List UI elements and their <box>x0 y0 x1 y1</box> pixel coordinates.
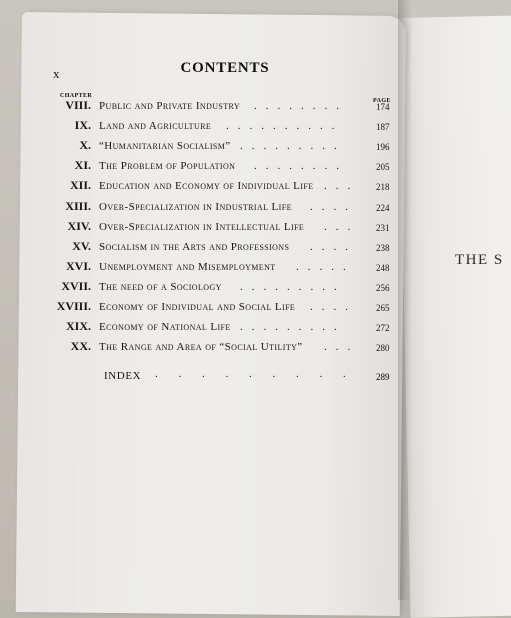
chapter-number: IX. <box>74 118 91 133</box>
chapter-column-header: CHAPTER <box>60 93 93 99</box>
chapter-page: 218 <box>376 182 390 193</box>
toc-row <box>0 279 400 299</box>
toc-row <box>0 219 400 239</box>
chapter-title: Over-Specialization in Industrial Life <box>99 200 292 213</box>
leader-dots: .... <box>310 200 357 213</box>
toc-row <box>0 339 400 359</box>
chapter-page: 265 <box>376 303 390 313</box>
leader-dots: .... <box>310 240 357 253</box>
chapter-title: The Problem of Population <box>99 160 236 173</box>
right-page <box>398 15 511 618</box>
chapter-title: Unemployment and Misemployment <box>99 260 276 273</box>
leader-dots: ........ <box>254 160 348 173</box>
leader-dots: .... <box>310 301 357 313</box>
leader-dots: .......... <box>226 120 344 133</box>
chapter-page: 196 <box>376 142 390 153</box>
chapter-page: 205 <box>376 162 390 173</box>
right-page-heading: THE S <box>455 252 504 268</box>
chapter-title: Public and Private Industry <box>99 100 241 112</box>
chapter-page: 187 <box>376 122 390 133</box>
chapter-page: 272 <box>376 323 390 334</box>
chapter-title: The Range and Area of “Social Utility” <box>99 341 303 354</box>
toc-row <box>0 239 400 259</box>
index-leader-dots: . . . . . . . . . <box>155 368 355 380</box>
index-entry-title: INDEX <box>104 370 142 382</box>
toc-row <box>0 158 400 178</box>
chapter-number: XVII. <box>61 278 91 293</box>
chapter-title: Land and Agriculture <box>99 120 212 133</box>
page-column-header: PAGE <box>373 98 391 104</box>
chapter-title: Socialism in the Arts and Professions <box>99 240 290 253</box>
leader-dots: ......... <box>240 280 346 293</box>
chapter-page: 280 <box>376 343 390 354</box>
chapter-page: 224 <box>376 202 390 213</box>
chapter-title: Over-Specialization in Intellectual Life <box>99 220 305 233</box>
chapter-page: 174 <box>376 102 390 112</box>
leader-dots: ... <box>324 341 360 354</box>
index-entry-page: 289 <box>376 372 390 382</box>
chapter-title: The need of a Sociology <box>99 280 222 293</box>
spine-shadow <box>398 0 412 600</box>
toc-row <box>0 118 400 138</box>
leader-dots: ......... <box>240 140 346 153</box>
toc-row <box>0 259 400 279</box>
chapter-number: XVI. <box>65 258 91 273</box>
chapter-title: Economy of Individual and Social Life <box>99 301 296 313</box>
chapter-number: XII. <box>69 178 91 193</box>
leader-dots: ... <box>324 220 360 233</box>
chapter-number: XV. <box>72 238 91 253</box>
chapter-title: Education and Economy of Individual Life <box>99 180 314 193</box>
chapter-title: “Humanitarian Socialism” <box>99 140 231 153</box>
toc-row <box>0 319 400 339</box>
toc-row <box>0 138 400 158</box>
toc-row <box>0 299 400 319</box>
chapter-number: XIX. <box>65 319 91 334</box>
leader-dots: ..... <box>296 260 355 273</box>
leader-dots: ........ <box>254 100 348 112</box>
chapter-number: XI. <box>74 158 91 173</box>
toc-row <box>0 178 400 198</box>
chapter-page: 238 <box>376 242 390 253</box>
leader-dots: ......... <box>240 321 346 334</box>
chapter-number: XX. <box>70 339 91 354</box>
chapter-page: 231 <box>376 222 390 233</box>
toc-row <box>0 199 400 219</box>
chapter-number: XVIII. <box>56 299 91 313</box>
page-title: CONTENTS <box>180 60 270 76</box>
chapter-number: XIV. <box>67 218 91 233</box>
chapter-title: Economy of National Life <box>99 321 231 334</box>
toc-row <box>0 98 400 118</box>
page-number: x <box>53 66 60 81</box>
chapter-number: VIII. <box>65 98 91 112</box>
chapter-number: X. <box>79 138 91 153</box>
chapter-page: 256 <box>376 282 390 293</box>
chapter-number: XIII. <box>65 198 91 213</box>
chapter-page: 248 <box>376 262 390 273</box>
leader-dots: ... <box>324 180 360 193</box>
